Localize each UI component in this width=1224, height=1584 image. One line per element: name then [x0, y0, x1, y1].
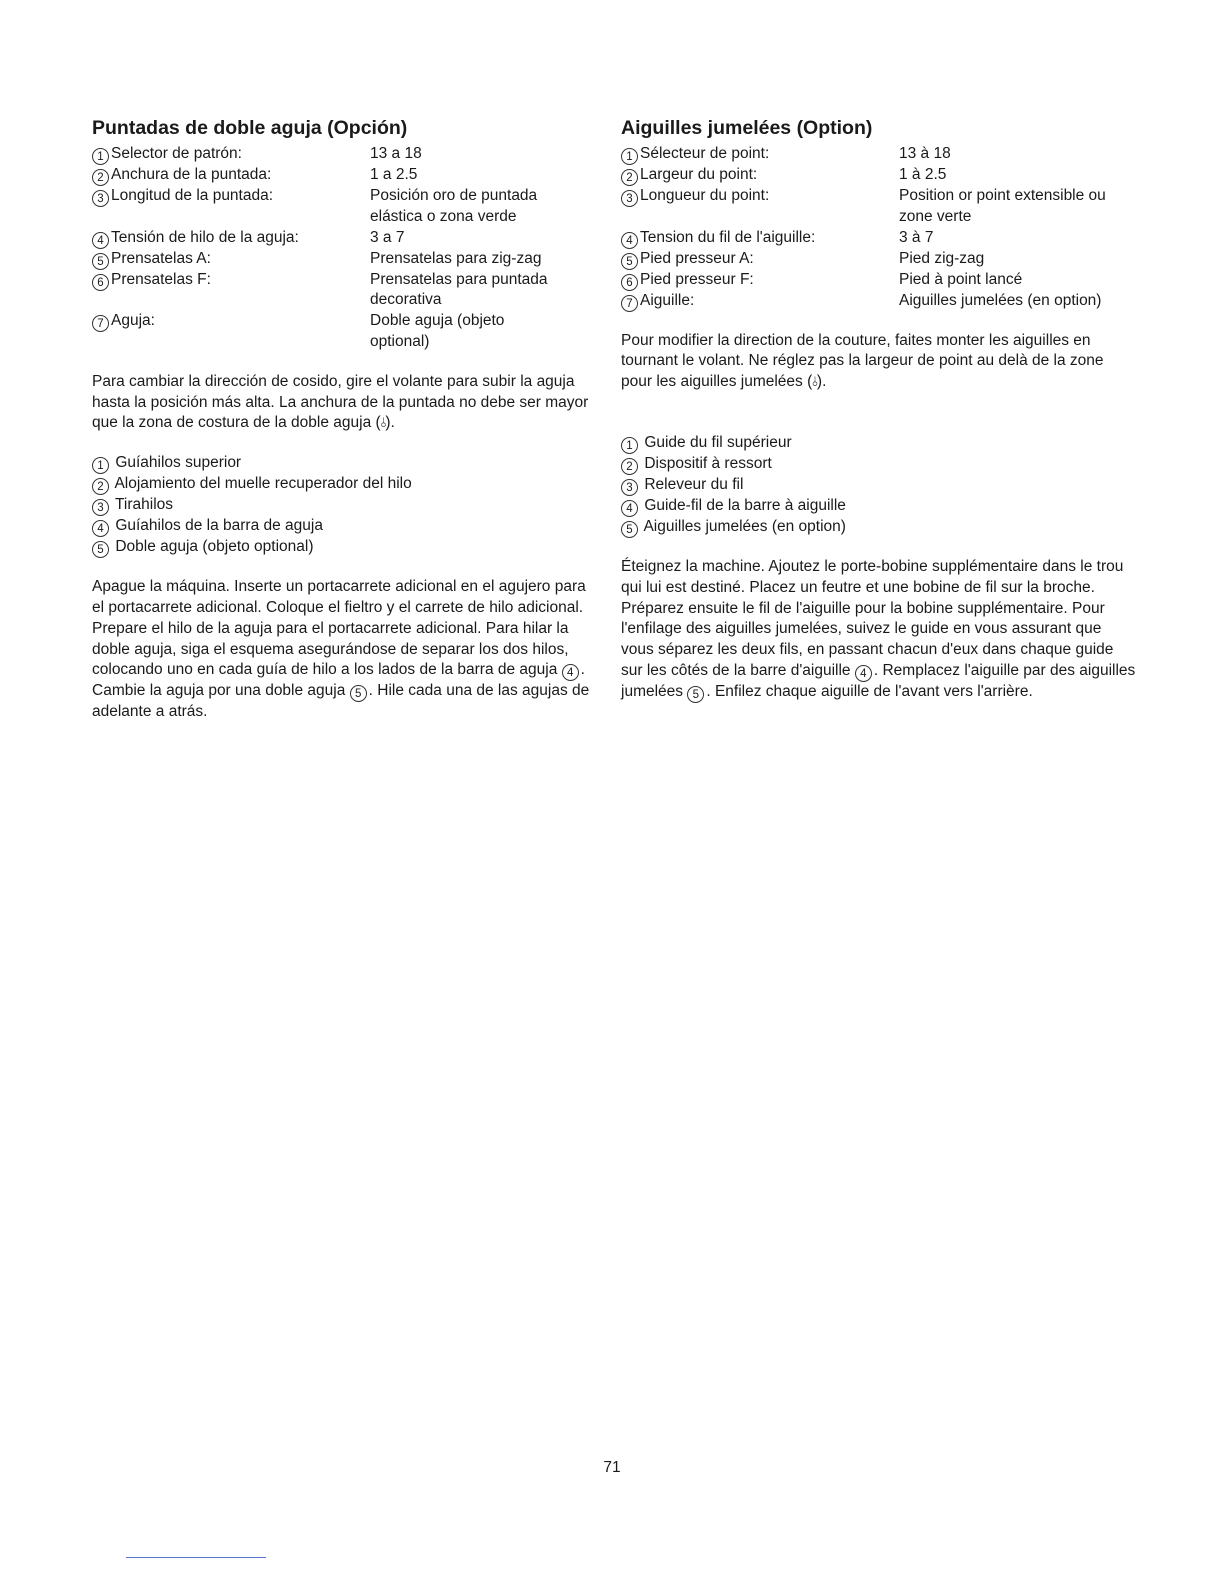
circled-number: 6: [621, 274, 638, 291]
list-item: 1 Guide du fil supérieur: [621, 433, 1136, 454]
setting-value: 13 à 18: [899, 145, 951, 162]
circled-number: 2: [621, 458, 638, 475]
twin-needle-icon: ⫰: [812, 374, 817, 390]
footer-rule: [126, 1557, 266, 1558]
circled-number: 4: [621, 232, 638, 249]
setting-label: Anchura de la puntada:: [111, 166, 272, 183]
setting-row: [92, 270, 602, 312]
setting-label: Longitud de la puntada:: [111, 187, 274, 204]
setting-label: Aiguille:: [640, 291, 695, 309]
circled-number: 5: [687, 686, 704, 703]
parts-list-es: [92, 453, 602, 558]
circled-number: 4: [855, 665, 872, 682]
circled-number: 1: [92, 148, 109, 165]
threading-paragraph-fr: Éteignez la machine. Ajoutez le porte-bobine supplémentaire dans le trou qui lui est destiné. Placez un feutre et une bobine de fil sur la broche. Préparez ensuite le fil de l'aiguille pour la bobine supplémentaire. Pour l'enfilage des aiguilles jumelées, suivez le guide en vous assurant que vous séparez les deux fils, en passant chacun d'eux dans chaque guide sur les côtés de la barre d'aiguille 4 . Remplacez l'aiguille par des aiguilles jumelées 5 . Enfilez chaque aiguille de l'avant vers l'arrière.: [621, 557, 1136, 701]
setting-label: Aguja:: [111, 312, 155, 330]
circled-number: 3: [92, 190, 109, 207]
circled-number: 7: [92, 315, 109, 332]
circled-number: 2: [92, 169, 109, 186]
setting-label: Tensión de hilo de la aguja:: [111, 228, 299, 246]
setting-value: 13 a 18: [370, 145, 422, 162]
setting-value: Aiguilles jumelées (en option): [899, 291, 1102, 309]
setting-value: 1 a 2.5: [370, 166, 418, 183]
setting-row: [92, 165, 602, 186]
circled-number: 7: [621, 295, 638, 312]
setting-label: Sélecteur de point:: [640, 145, 770, 162]
list-item: 4 Guíahilos de la barra de aguja: [92, 516, 602, 537]
circled-number: 2: [621, 169, 638, 186]
setting-label: Longueur du point:: [640, 187, 770, 204]
settings-list-es: [92, 144, 602, 353]
setting-value: 3 à 7: [899, 228, 934, 246]
twin-needle-icon: ⫰: [380, 415, 386, 431]
setting-row: [92, 144, 602, 165]
setting-value: Pied à point lancé: [899, 270, 1023, 288]
list-item: 5 Aiguilles jumelées (en option): [621, 517, 1136, 538]
circled-number: 4: [92, 232, 109, 249]
setting-value: Position or point extensible ou zone verte: [899, 187, 1106, 225]
setting-row: [92, 311, 602, 353]
setting-label: Prensatelas F:: [111, 270, 211, 288]
threading-paragraph-es: Apague la máquina. Inserte un portacarrete adicional en el agujero para el portacarrete adicional. Coloque el fieltro y el carrete de hilo adicional. Prepare el hilo de la aguja para el portacarrete adicional. Para hilar la doble aguja, siga el esquema asegurándose de separar los dos hilos, colocando uno en cada guía de hilo a los lados de la barra de aguja 4 . Cambie la aguja por una doble aguja 5 . Hile cada una de las agujas de adelante a atrás.: [92, 578, 590, 721]
section-title-es: Puntadas de doble aguja (Opción): [92, 117, 408, 139]
list-item: 1 Guíahilos superior: [92, 453, 602, 474]
circled-number: 5: [621, 521, 638, 538]
list-item: 2 Dispositif à ressort: [621, 454, 1136, 475]
list-item: 4 Guide-fil de la barre à aiguille: [621, 496, 1136, 517]
list-item: 5 Doble aguja (objeto optional): [92, 537, 602, 558]
parts-list-fr: [621, 433, 1136, 538]
list-item: 3 Releveur du fil: [621, 475, 1136, 496]
setting-label: Tension du fil de l'aiguille:: [640, 228, 816, 246]
circled-number: 4: [621, 500, 638, 517]
circled-number: 1: [621, 437, 638, 454]
setting-row: [621, 228, 1136, 249]
circled-number: 3: [621, 479, 638, 496]
setting-row: [621, 249, 1136, 270]
setting-row: [621, 186, 1136, 228]
circled-number: 1: [92, 457, 109, 474]
setting-label: Selector de patrón:: [111, 145, 242, 162]
setting-value: Prensatelas para puntada decorativa: [370, 270, 548, 309]
circled-number: 6: [92, 274, 109, 291]
setting-value: 1 à 2.5: [899, 166, 947, 183]
setting-row: [621, 270, 1136, 291]
circled-number: 4: [92, 520, 109, 537]
setting-value: 3 a 7: [370, 228, 405, 246]
setting-label: Prensatelas A:: [111, 249, 211, 267]
section-title-fr: Aiguilles jumelées (Option): [621, 117, 873, 139]
setting-row: [92, 186, 602, 228]
circled-number: 5: [350, 685, 367, 702]
circled-number: 2: [92, 478, 109, 495]
setting-label: Pied presseur A:: [640, 249, 754, 267]
page-number: 71: [603, 1459, 621, 1476]
setting-row: [621, 144, 1136, 165]
setting-row: [621, 291, 1136, 312]
settings-list-fr: [621, 144, 1136, 312]
setting-value: Posición oro de puntada elástica o zona verde: [370, 187, 538, 225]
list-item: 3 Tirahilos: [92, 495, 602, 516]
setting-row: [92, 249, 602, 270]
setting-value: Doble aguja (objeto optional): [370, 312, 505, 350]
circled-number: 3: [621, 190, 638, 207]
setting-row: [92, 228, 602, 249]
list-item: 2 Alojamiento del muelle recuperador del hilo: [92, 474, 602, 495]
setting-value: Prensatelas para zig-zag: [370, 249, 542, 267]
spanish-column: [92, 116, 602, 723]
direction-paragraph-fr: Pour modifier la direction de la couture, faites monter les aiguilles en tournant le volant. Ne réglez pas la largeur de point au delà de la zone pour les aiguilles jumelées (⫰).: [621, 331, 1136, 393]
direction-paragraph-es: Para cambiar la dirección de cosido, gire el volante para subir la aguja hasta la posición más alta. La anchura de la puntada no debe ser mayor que la zona de costura de la doble aguja (⫰).: [92, 372, 602, 434]
circled-number: 5: [92, 541, 109, 558]
french-column: [621, 116, 1136, 703]
setting-label: Pied presseur F:: [640, 270, 754, 288]
setting-row: [621, 165, 1136, 186]
circled-number: 1: [621, 148, 638, 165]
circled-number: 3: [92, 499, 109, 516]
circled-number: 4: [562, 664, 579, 681]
circled-number: 5: [621, 253, 638, 270]
setting-label: Largeur du point:: [640, 166, 758, 183]
setting-value: Pied zig-zag: [899, 249, 985, 267]
circled-number: 5: [92, 253, 109, 270]
